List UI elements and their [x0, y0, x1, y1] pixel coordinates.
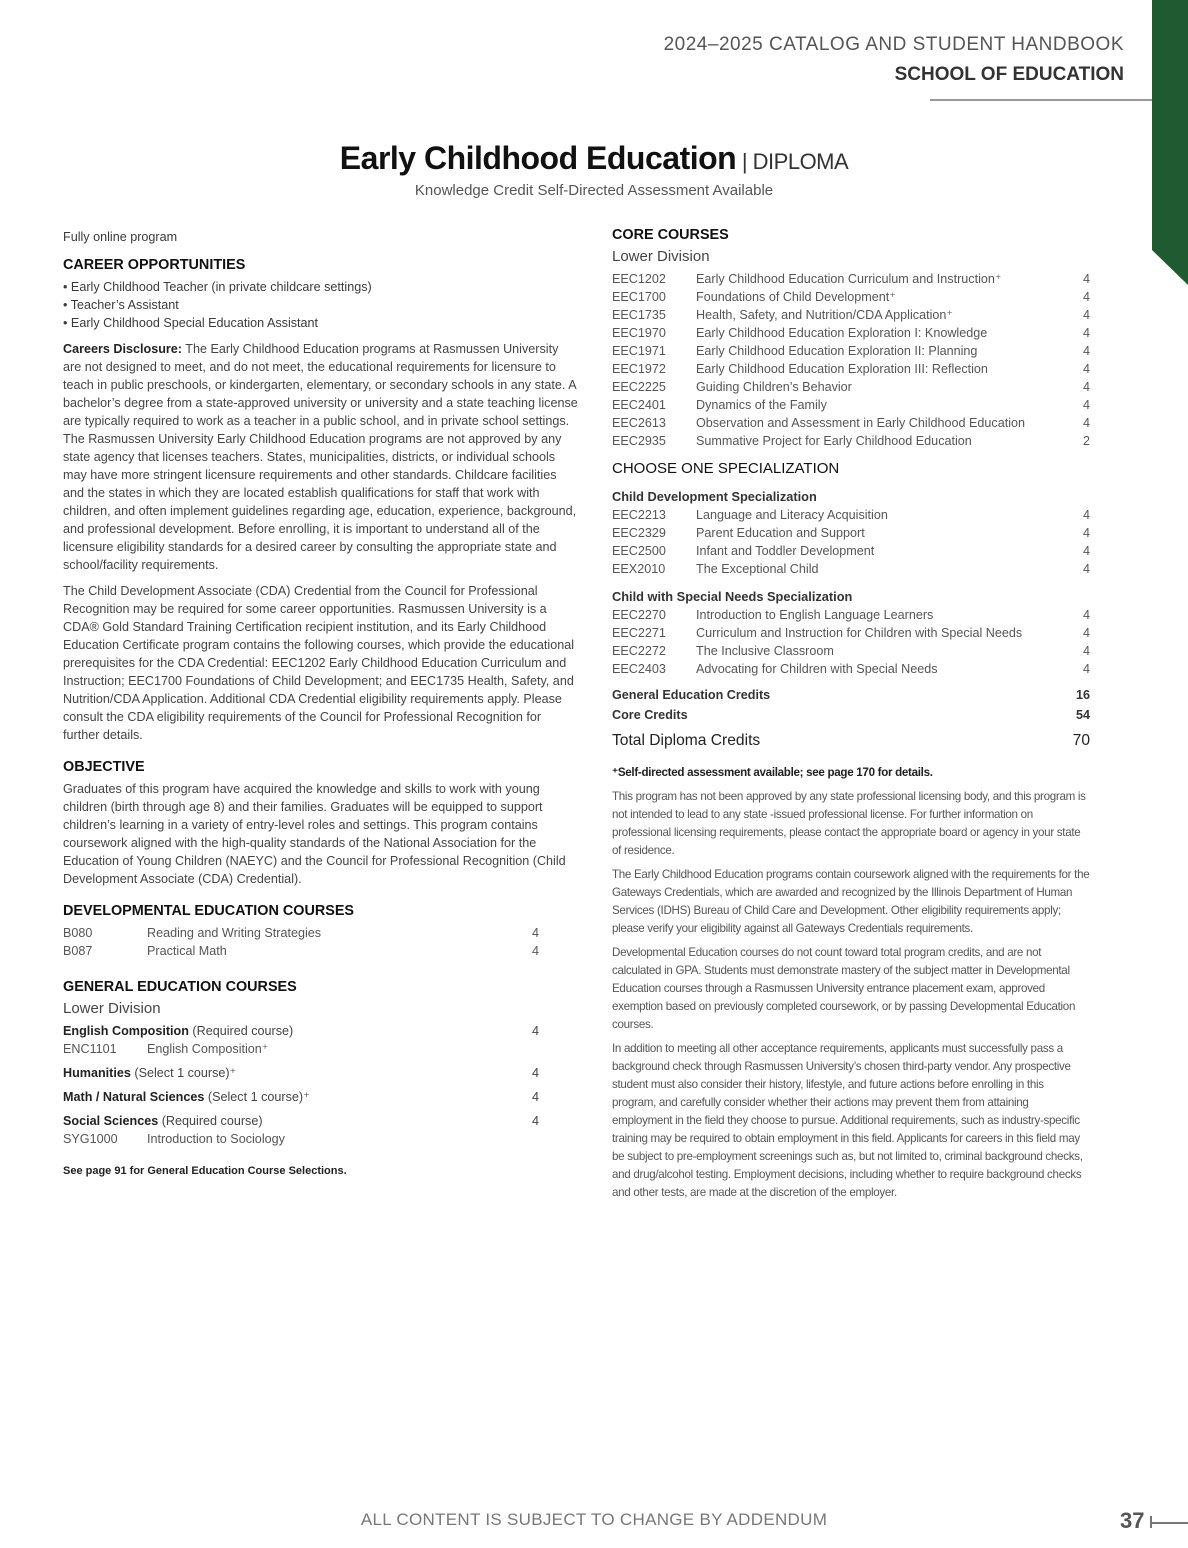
course-credits: 2: [1082, 434, 1090, 448]
course-code: EEC2329: [612, 526, 666, 540]
see-page-note: See page 91 for General Education Course Selections.: [63, 1165, 347, 1177]
disclosure-text: The Early Childhood Education programs at Rasmussen University are not designed to meet, and do not meet, the educational requirements for licensure to teach in public preschools, or kindergarten, elementary, or secondary schools in any state. A bachelor’s degree from a state-approved university or university and a state teaching license are typically required to work as a teacher in a public school, and in private school settings. The Rasmussen University Early Childhood Education programs are not approved by any state agency that licenses teachers. States, municipalities, districts, or individual schools may have more stringent licensure requirements and other standards. Childcare facilities and the states in which they are located establish qualifications for staff that work with children, and often implement guidelines regarding age, education, experience, background, and professional development. Before enrolling, it is important to understand all of the licensure eligibility standards for a desired career by consulting the appropriate state and school/facility requirements.: [63, 342, 578, 572]
disclosure-label: Careers Disclosure:: [63, 342, 183, 356]
table-row: [612, 542, 1090, 560]
table-row: [63, 942, 539, 960]
course-code: EEC2403: [612, 662, 666, 676]
table-row: [63, 924, 539, 942]
core-heading: CORE COURSES: [612, 227, 729, 243]
header-rule: [930, 99, 1152, 101]
table-row: [63, 1040, 539, 1058]
course-credits: 4: [1082, 562, 1090, 576]
core-course-table: [612, 270, 1090, 450]
course-credits: 4: [1082, 344, 1090, 358]
category-note: (Required course): [188, 1024, 294, 1038]
total-credits-row: [612, 732, 1090, 750]
course-credits: 4: [1082, 272, 1090, 286]
category-label: English Composition: [63, 1024, 189, 1038]
course-credits: 4: [1082, 290, 1090, 304]
page-subtitle: Knowledge Credit Self-Directed Assessment Available: [414, 182, 774, 199]
sum-label: General Education Credits: [612, 688, 771, 702]
table-row: [612, 306, 1090, 324]
category-credits: 4: [531, 1114, 539, 1128]
table-row: [612, 624, 1090, 642]
table-row: [612, 506, 1090, 524]
gen-heading: GENERAL EDUCATION COURSES: [63, 979, 297, 995]
course-name: Early Childhood Education Exploration II: Planning: [696, 344, 978, 358]
course-credits: 4: [1082, 608, 1090, 622]
table-row: [612, 642, 1090, 660]
spec-heading: CHOOSE ONE SPECIALIZATION: [612, 460, 840, 477]
course-code: SYG1000: [63, 1132, 118, 1146]
course-code: EEC2213: [612, 508, 666, 522]
course-name: The Inclusive Classroom: [696, 644, 834, 658]
dev-course-table: [63, 924, 539, 960]
category-note: (Select 1 course)⁺: [204, 1090, 310, 1104]
left-column: [63, 228, 579, 1180]
core-credits-row: [612, 706, 1090, 724]
category-credits: 4: [531, 1024, 539, 1038]
gen-category-math: [63, 1088, 539, 1106]
course-name: Practical Math: [147, 944, 227, 958]
table-row: [612, 560, 1090, 578]
course-code: EEC2271: [612, 626, 666, 640]
sum-value: 54: [1075, 708, 1090, 722]
course-credits: 4: [1082, 644, 1090, 658]
course-code: EEC2613: [612, 416, 666, 430]
course-code: EEC1735: [612, 308, 666, 322]
gen-credits-row: [612, 686, 1090, 704]
gen-category-humanities: [63, 1064, 539, 1082]
self-directed-note: ⁺Self-directed assessment available; see page 170 for details.: [612, 766, 933, 779]
course-name: English Composition⁺: [147, 1042, 269, 1056]
fine-print-developmental: Developmental Education courses do not count toward total program credits, and are not calculated in GPA. Students must demonstrate mastery of the subject matter in Developmental Education courses through a Rasmussen University entrance placement exam, approved exemption based on previously completed coursework, or by passing Developmental Education courses.: [612, 946, 1076, 1031]
course-code: EEC2272: [612, 644, 666, 658]
page-number: 37: [1120, 1508, 1145, 1533]
course-name: Health, Safety, and Nutrition/CDA Application⁺: [696, 308, 954, 322]
course-credits: 4: [1082, 416, 1090, 430]
table-row: [612, 432, 1090, 450]
course-name: The Exceptional Child: [696, 562, 819, 576]
course-name: Early Childhood Education Exploration I: Knowledge: [696, 326, 988, 340]
course-code: EEX2010: [612, 562, 666, 576]
fine-print-gateways: The Early Childhood Education programs contain coursework aligned with the requirements for the Gateways Credentials, which are awarded and recognized by the Illinois Department of Human Services (IDHS) Bureau of Child Care and Development. Other eligibility requirements apply; please verify your eligibility against all Gateways Credentials requirements.: [612, 868, 1090, 935]
cda-paragraph: The Child Development Associate (CDA) Credential from the Council for Professional Recognition may be required for some career opportunities. Rasmussen University is a CDA® Gold Standard Training Certification recipient institution, and its Early Childhood Education Certificate program contains the following courses, which provide the educational prerequisites for the CDA Credential: EEC1202 Early Childhood Education Curriculum and Instruction; EEC1700 Foundations of Child Development; and EEC1735 Health, Safety, and Nutrition/CDA Application. Additional CDA Credential eligibility requirements apply. Please consult the CDA eligibility requirements of the Council for Professional Recognition for further details.: [63, 584, 575, 742]
course-code: EEC1972: [612, 362, 666, 376]
course-name: Infant and Toddler Development: [696, 544, 875, 558]
course-code: B087: [63, 944, 93, 958]
course-credits: 4: [1082, 662, 1090, 676]
dev-heading: DEVELOPMENTAL EDUCATION COURSES: [63, 903, 355, 919]
spec2-course-table: [612, 606, 1090, 678]
course-code: EEC1700: [612, 290, 666, 304]
title-divider: |: [736, 149, 753, 174]
category-credits: 4: [531, 1066, 539, 1080]
page-title: [0, 140, 1188, 177]
course-name: Reading and Writing Strategies: [147, 926, 322, 940]
table-row: [612, 396, 1090, 414]
table-row: [612, 270, 1090, 288]
school-header: SCHOOL OF EDUCATION: [894, 64, 1124, 85]
course-code: EEC1970: [612, 326, 666, 340]
list-item: • Teacher’s Assistant: [63, 296, 579, 314]
category-note: (Required course): [158, 1114, 263, 1128]
course-code: ENC1101: [63, 1042, 117, 1056]
course-credits: 4: [1082, 308, 1090, 322]
table-row: [612, 288, 1090, 306]
page-number-rule: [1150, 1522, 1188, 1524]
table-row: [612, 324, 1090, 342]
fine-print-licensing: This program has not been approved by any state professional licensing body, and this program is not intended to lead to any state -issued professional license. For further information on professional licensing requirements, please contact the appropriate board or agency in your state of residence.: [612, 790, 1086, 857]
course-code: EEC2500: [612, 544, 666, 558]
course-code: EEC1971: [612, 344, 666, 358]
table-row: [63, 1130, 539, 1148]
course-name: Observation and Assessment in Early Childhood Education: [696, 416, 1026, 430]
course-name: Early Childhood Education Curriculum and Instruction⁺: [696, 272, 1002, 286]
objective-text: Graduates of this program have acquired the knowledge and skills to work with young children (birth through age 8) and their families. Graduates will be equipped to support children’s learning in a variety of entry-level roles and settings. This program contains coursework aligned with the high-quality standards of the National Association for the Education of Young Children (NAEYC) and the Council for Professional Recognition (Child Development Associate (CDA) Credential).: [63, 782, 566, 886]
credential-type: DIPLOMA: [752, 149, 849, 174]
spec2-heading: Child with Special Needs Specialization: [612, 589, 853, 604]
course-credits: 4: [531, 926, 539, 940]
sum-label: Core Credits: [612, 708, 688, 722]
course-credits: 4: [531, 944, 539, 958]
table-row: [612, 360, 1090, 378]
catalog-header: 2024–2025 CATALOG AND STUDENT HANDBOOK: [663, 34, 1124, 55]
program-name: Early Childhood Education: [339, 140, 737, 176]
career-heading: CAREER OPPORTUNITIES: [63, 257, 246, 273]
category-note: (Select 1 course)⁺: [130, 1066, 237, 1080]
category-label: Math / Natural Sciences: [63, 1090, 205, 1104]
footer-notice: ALL CONTENT IS SUBJECT TO CHANGE BY ADDENDUM: [360, 1510, 828, 1529]
objective-heading: OBJECTIVE: [63, 759, 145, 775]
course-name: Introduction to English Language Learners: [696, 608, 934, 622]
course-credits: 4: [1082, 326, 1090, 340]
fine-print-background: In addition to meeting all other acceptance requirements, applicants must successfully pass a background check through Rasmussen University’s chosen third-party vendor. Any prospective student must also consider their history, lifestyle, and future actions before enrolling in this program, and carefully consider whether their actions may prevent them from attaining employment in the field they choose to pursue. Additional requirements, such as industry-specific training may be required to obtain employment in this field. Applicants for careers in this field may be subject to pre-employment screenings such as, but not limited to, criminal background checks, and drug/alcohol testing. Employment decisions, including whether to require background checks and other tests, are made at the discretion of the employer.: [612, 1042, 1083, 1199]
course-credits: 4: [1082, 508, 1090, 522]
course-name: Curriculum and Instruction for Children with Special Needs: [696, 626, 1023, 640]
table-row: [612, 378, 1090, 396]
course-code: EEC2935: [612, 434, 666, 448]
course-name: Advocating for Children with Special Needs: [696, 662, 938, 676]
course-code: EEC2270: [612, 608, 666, 622]
table-row: [612, 606, 1090, 624]
gen-category-social: [63, 1112, 539, 1130]
gen-category-english: [63, 1022, 539, 1040]
course-code: B080: [63, 926, 93, 940]
course-name: Summative Project for Early Childhood Education: [696, 434, 972, 448]
category-credits: 4: [531, 1090, 539, 1104]
list-item: • Early Childhood Special Education Assistant: [63, 314, 579, 332]
gen-ed-table: [63, 1022, 539, 1148]
core-lower-division: Lower Division: [612, 248, 710, 265]
total-value: 70: [1072, 732, 1090, 749]
course-credits: 4: [1082, 544, 1090, 558]
course-name: Dynamics of the Family: [696, 398, 827, 412]
course-name: Introduction to Sociology: [147, 1132, 285, 1146]
course-credits: 4: [1082, 626, 1090, 640]
online-note: Fully online program: [63, 230, 178, 244]
sum-value: 16: [1075, 688, 1090, 702]
course-credits: 4: [1082, 362, 1090, 376]
category-label: Social Sciences: [63, 1114, 159, 1128]
right-column: [612, 226, 1090, 1208]
course-name: Parent Education and Support: [696, 526, 865, 540]
course-credits: 4: [1082, 398, 1090, 412]
spec1-course-table: [612, 506, 1090, 578]
table-row: [612, 414, 1090, 432]
course-code: EEC2401: [612, 398, 666, 412]
course-name: Language and Literacy Acquisition: [696, 508, 888, 522]
course-code: EEC1202: [612, 272, 666, 286]
career-list: [63, 278, 579, 332]
table-row: [612, 660, 1090, 678]
course-credits: 4: [1082, 526, 1090, 540]
course-code: EEC2225: [612, 380, 666, 394]
careers-disclosure: [63, 340, 579, 574]
table-row: [612, 524, 1090, 542]
total-label: Total Diploma Credits: [612, 732, 761, 749]
gen-lower-division: Lower Division: [63, 1000, 161, 1017]
spec1-heading: Child Development Specialization: [612, 489, 817, 504]
category-label: Humanities: [63, 1066, 131, 1080]
course-name: Early Childhood Education Exploration III: Reflection: [696, 362, 988, 376]
course-credits: 4: [1082, 380, 1090, 394]
course-name: Foundations of Child Development⁺: [696, 290, 896, 304]
course-name: Guiding Children’s Behavior: [696, 380, 852, 394]
list-item: • Early Childhood Teacher (in private childcare settings): [63, 278, 579, 296]
table-row: [612, 342, 1090, 360]
